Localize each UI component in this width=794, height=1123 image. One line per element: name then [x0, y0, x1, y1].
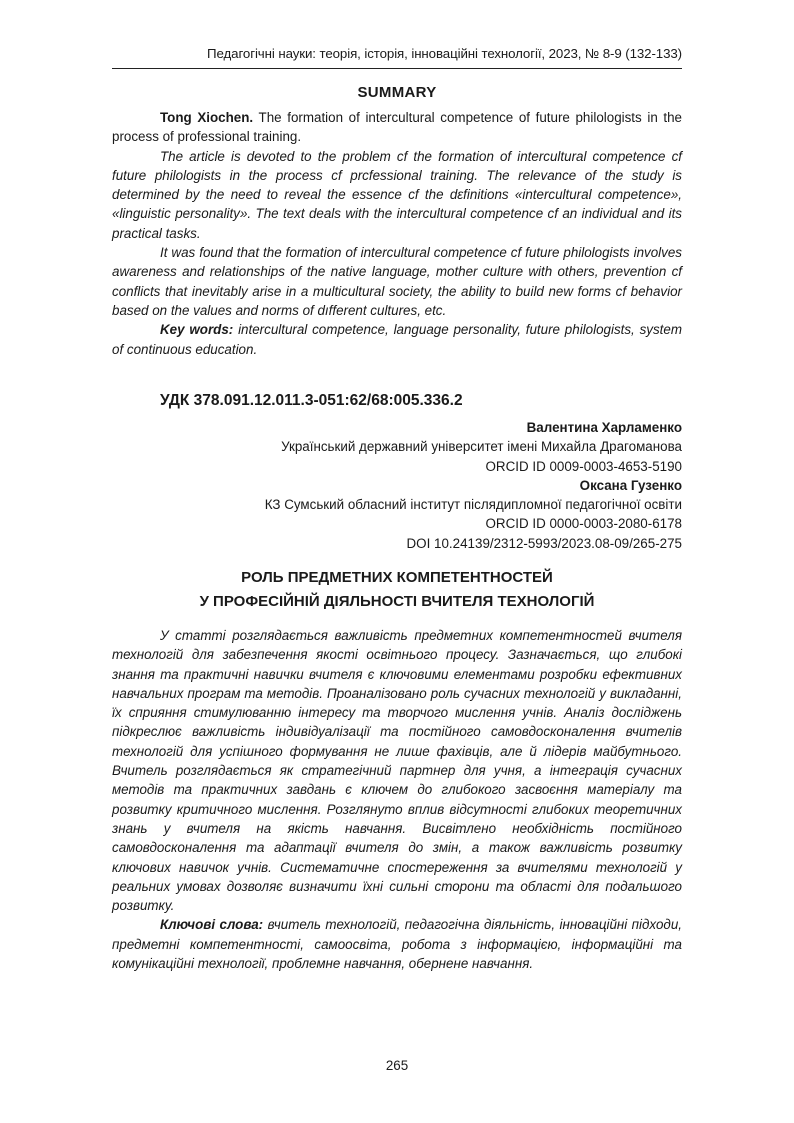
page-number: 265 — [385, 1058, 409, 1073]
abstract-block — [112, 626, 682, 973]
summary-author: Tong Xiochen. — [160, 110, 254, 125]
summary-keywords-text: intercultural competence, language personality, future philologists, system of continuous education. — [112, 322, 682, 357]
summary-block — [112, 108, 682, 359]
abstract-paragraph: У статті розглядається важливість предметних компетентностей вчителя технологій для забезпечення якості освітнього процесу. Зазначається, що глибокі знання та практичні навички вчителя є ключовими елементами розробки ефективних навчальних програм та методів. Проаналізовано роль сучасних технологій у викладанні, їх сприяння стимулюванню інтересу та творчого мислення учнів. Аналіз досліджень підкреслює важливість індивідуалізації та постійного самовдосконалення вчителів технологій для успішного формування не лише фахівців, але й лідерів майбутнього. Вчитель розглядається як стратегічний партнер для учня, а інтеграція сучасних методів та практичних завдань є ключем до глибокого засвоєння матеріалу та розвитку критичного мислення. Розглянуто вплив відсутності глибоких теоретичних знань у вчителя на якість навчання. Висвітлено необхідність постійного самовдосконалення та адаптації вчителя до змін, а також важливість розвитку ключових навичок учнів. Систематичне спостереження за вчителями технологій у реальних умовах дозволяє визначити їхні сильні сторони та області для подальшого розвитку. — [112, 628, 682, 914]
author1-orcid: ORCID ID 0009-0003-4653-5190 — [485, 458, 682, 474]
article-keywords — [112, 915, 682, 973]
article-keywords-text: вчитель технологій, педагогічна діяльність, інноваційні підходи, предметні компетентності, самоосвіта, робота з інформацією, інформаційні та комунікаційні технології, проблемне навчання, обернене навчання. — [112, 917, 682, 972]
summary-title-paragraph — [112, 108, 682, 147]
summary-paragraph-2: It was found that the formation of intercultural competence cf future philologists involves awareness and relationships of the native language, mother culture with others, prevention cf conflicts that inevitably arise in a multicultural society, the ability to build new forms cf behavior based on the values and norms of dıfferent cultures, etc. — [112, 245, 682, 318]
author2-affiliation: КЗ Сумський обласний інститут післядипломної педагогічної освіти — [264, 497, 682, 513]
summary-title: The formation of intercultural competence of future philologists in the process of professional training. — [112, 110, 682, 145]
article-title — [112, 566, 682, 614]
author1-name: Валентина Харламенко — [526, 420, 682, 435]
summary-keywords — [112, 320, 682, 359]
article-title-line-2: У ПРОФЕСІЙНІЙ ДІЯЛЬНОСТІ ВЧИТЕЛЯ ТЕХНОЛОГІЙ — [199, 593, 595, 610]
summary-heading: SUMMARY — [357, 84, 437, 101]
author1-affiliation: Український державний університет імені Михайла Драгоманова — [281, 439, 682, 455]
author2-orcid: ORCID ID 0000-0003-2080-6178 — [485, 516, 682, 532]
summary-keywords-label: Key words: — [160, 322, 234, 338]
article-title-line-1: РОЛЬ ПРЕДМЕТНИХ КОМПЕТЕНТНОСТЕЙ — [241, 569, 553, 586]
running-header: Педагогічні науки: теорія, історія, інноваційні технології, 2023, № 8-9 (132-133) — [207, 46, 682, 61]
header-rule — [112, 68, 682, 69]
doi: DOI 10.24139/2312-5993/2023.08-09/265-275 — [406, 535, 682, 551]
article-keywords-label: Ключові слова: — [160, 917, 264, 933]
udc-code: УДК 378.091.12.011.3-051:62/68:005.336.2 — [160, 392, 463, 409]
author2-name: Оксана Гузенко — [579, 477, 682, 493]
summary-paragraph-1: The article is devoted to the problem cf the formation of intercultural competence cf future philologists in the process cf prcfessional training. The relevance of the study is determined by the need to reveal the essence cf the dεfinitions «intercultural competence», «linguistic personality». The text deals with the intercultural competence cf an individual and its practical tasks. — [112, 148, 682, 241]
author-block — [112, 418, 682, 553]
